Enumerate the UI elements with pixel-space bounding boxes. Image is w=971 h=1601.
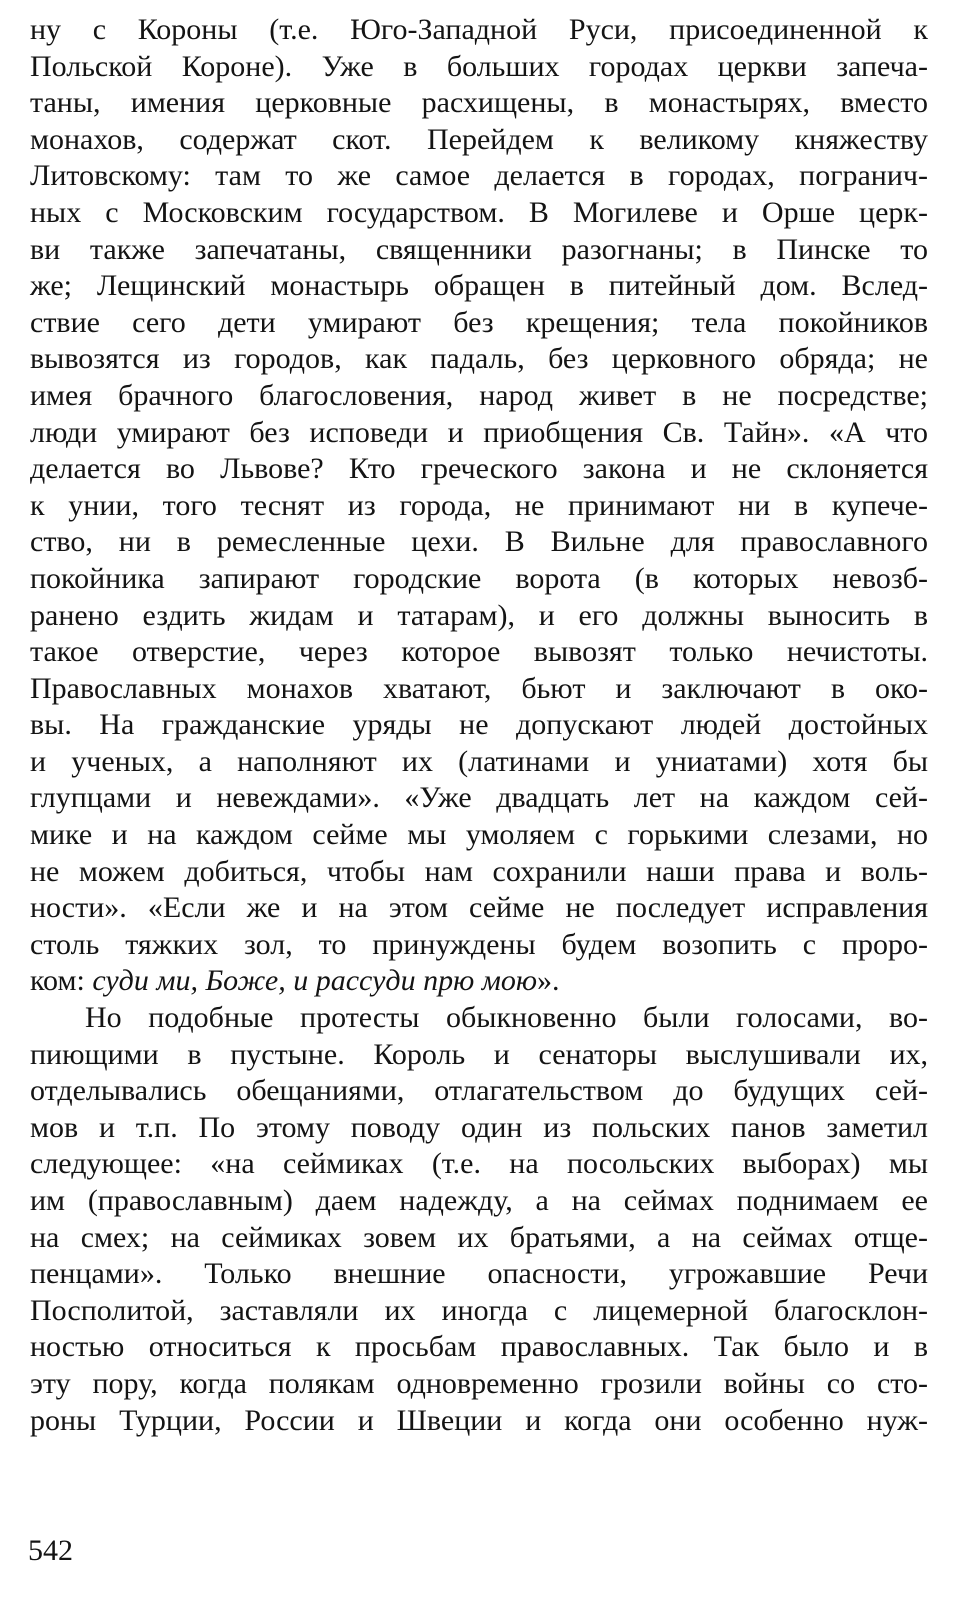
text-line: Польской Короне). Уже в больших городах церкви запеча- [30,49,928,83]
text-line: Посполитой, заставляли их иногда с лицемерной благосклон- [30,1293,928,1327]
psalm-quote: суди ми, Боже, и рассуди прю мою [92,964,538,998]
text-line: роны Турции, России и Швеции и когда они особенно нуж- [30,1403,928,1437]
last-line-prefix: ком: [30,964,93,998]
paragraph-2 [30,1000,928,1439]
text-line: Но подобные протесты обыкновенно были голосами, во- [85,1001,928,1035]
text-line: вывозятся из городов, как падаль, без церковного обряда; не [30,342,928,376]
text-line: следующее: «на сеймиках (т.е. на посольских выборах) мы [30,1147,928,1181]
text-line: монахов, содержат скот. Перейдем к великому княжеству [30,122,928,156]
text-line: имея брачного благословения, народ живет в не посредстве; [30,378,928,412]
text-line: же; Лещинский монастырь обращен в питейный дом. Вслед- [30,269,928,303]
text-line: им (православным) даем надежду, а на сеймах поднимаем ее [30,1184,928,1217]
paragraph-1 [30,12,928,963]
text-line: вы. На гражданские уряды не допускают людей достойных [30,708,928,742]
text-line: ранено ездить жидам и татарам), и его должны выносить в [30,598,928,632]
text-line: столь тяжких зол, то принуждены будем возопить с проро- [30,927,928,961]
text-line: пенцами». Только внешние опасности, угрожавшие Речи [30,1257,928,1291]
text-line: ных с Московским государством. В Могилеве и Орше церк- [30,195,928,229]
text-line: отделывались обещаниями, отлагательством до будущих сей- [30,1074,928,1108]
text-line: ство, ни в ремесленные цехи. В Вильне для православного [30,525,928,559]
text-line: Литовскому: там то же самое делается в городах, погранич- [30,159,928,193]
text-line: ну с Короны (т.е. Юго-Западной Руси, присоединенной к [30,13,928,46]
body-text [30,12,928,1439]
text-line: мике и на каждом сейме мы умоляем с горькими слезами, но [30,818,928,852]
text-line: люди умирают без исповеди и приобщения Св. Тайн». «А что [30,415,928,449]
text-line: глупцами и невеждами». «Уже двадцать лет на каждом сей- [30,781,928,815]
text-line: на смех; на сеймиках зовем их братьями, а на сеймах отще- [30,1220,928,1254]
text-line: ви также запечатаны, священники разогнаны; в Пинске то [30,232,928,266]
text-line: к унии, того теснят из города, не принимают ни в купече- [30,488,928,522]
text-line: делается во Львове? Кто греческого закона и не склоняется [30,452,928,486]
paragraph-1-last-line [30,963,928,1000]
text-line: пиющими в пустыне. Король и сенаторы выслушивали их, [30,1037,928,1071]
text-line: таны, имения церковные расхищены, в монастырях, вместо [30,86,928,120]
text-line: эту пору, когда полякам одновременно грозили войны со сто- [30,1366,928,1400]
last-line-suffix: ». [537,964,560,998]
text-line: ствие сего дети умирают без крещения; тела покойников [30,305,928,339]
text-line: и ученых, а наполняют их (латинами и униатами) хотя бы [30,744,928,778]
text-line: такое отверстие, через которое вывозят только нечистоты. [30,635,928,669]
text-line: ностью относиться к просьбам православных. Так было и в [30,1330,928,1364]
text-line: ности». «Если же и на этом сейме не последует исправления [30,891,928,925]
text-line: не можем добиться, чтобы нам сохранили наши права и воль- [30,854,928,888]
text-line: покойника запирают городские ворота (в которых невозб- [30,561,928,595]
page-number: 542 [28,1534,73,1567]
text-line: Православных монахов хватают, бьют и заключают в око- [30,671,928,705]
text-line: мов и т.п. По этому поводу один из польских панов заметил [30,1110,928,1144]
